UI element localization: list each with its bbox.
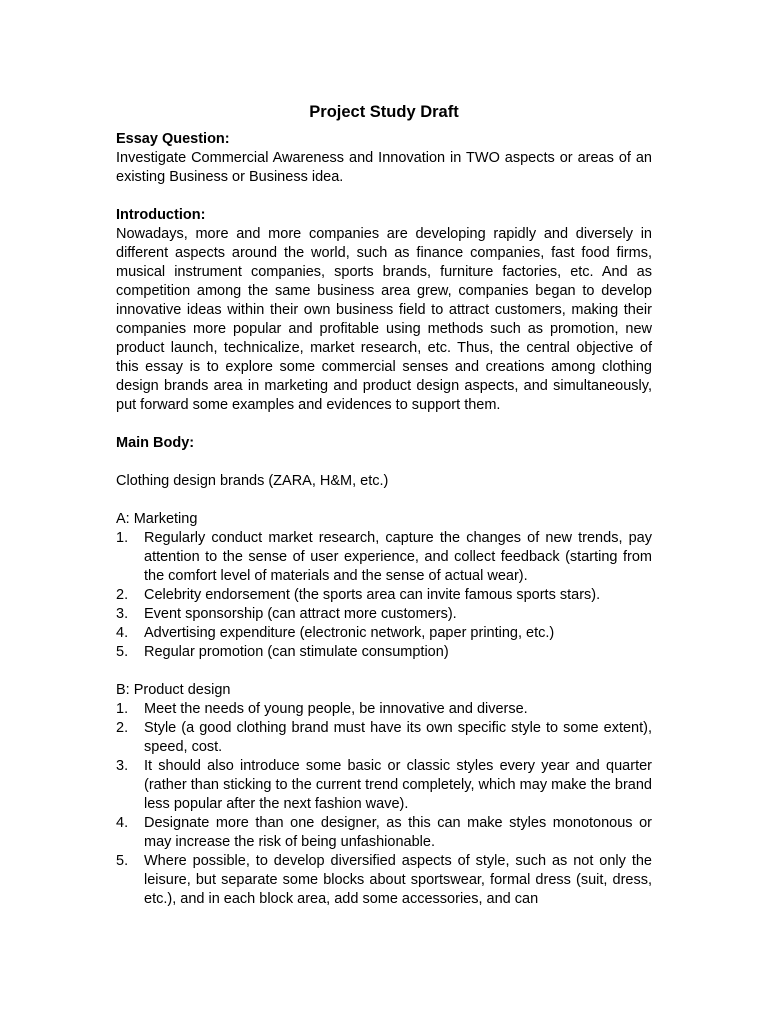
list-number: 2. <box>116 587 129 603</box>
introduction-heading: Introduction: <box>116 207 206 223</box>
introduction-text: Nowadays, more and more companies are developing rapidly and diversely in different aspects around the world, such as finance companies, fast food firms, musical instrument companies, sports brands, furniture factories, etc. And as competition among the same business area grew, companies began to develop innovative ideas within their own business field to attract customers, making their companies more popular and profitable using methods such as promotion, new product launch, technicalize, market research, etc. Thus, the central objective of this essay is to explore some commercial senses and creations among clothing design brands area in marketing and product design aspects, and simultaneously, put forward some examples and evidences to support them. <box>116 226 652 413</box>
list-number: 4. <box>116 815 129 831</box>
list-item <box>116 643 652 662</box>
list-item-text: Meet the needs of young people, be innovative and diverse. <box>144 701 528 717</box>
section-title-product-design: B: Product design <box>116 682 231 698</box>
document-title: Project Study Draft <box>309 103 459 121</box>
list-item-text: Designate more than one designer, as this can make styles monotonous or may increase the risk of being unfashionable. <box>144 815 652 850</box>
list-number: 5. <box>116 853 129 869</box>
spacer <box>116 662 652 681</box>
essay-question-text: Investigate Commercial Awareness and Innovation in TWO aspects or areas of an existing Business or Business idea. <box>116 150 652 185</box>
list-item <box>116 624 652 643</box>
spacer <box>116 415 652 434</box>
marketing-list <box>116 529 652 662</box>
list-item <box>116 605 652 624</box>
document-page <box>116 101 652 909</box>
main-body-heading: Main Body: <box>116 435 195 451</box>
product-design-list <box>116 700 652 909</box>
list-number: 2. <box>116 720 129 736</box>
spacer <box>116 187 652 206</box>
list-item-text: Regularly conduct market research, capture the changes of new trends, pay attention to the sense of user experience, and collect feedback (starting from the comfort level of materials and the sense of actual wear). <box>144 530 652 584</box>
list-item <box>116 814 652 852</box>
list-item-text: Event sponsorship (can attract more customers). <box>144 606 457 622</box>
list-number: 3. <box>116 606 129 622</box>
list-item-text: Style (a good clothing brand must have its own specific style to some extent), speed, cost. <box>144 720 652 755</box>
list-item <box>116 852 652 909</box>
list-item <box>116 700 652 719</box>
main-body-subject: Clothing design brands (ZARA, H&M, etc.) <box>116 473 389 489</box>
list-item-text: Regular promotion (can stimulate consumption) <box>144 644 449 660</box>
list-item <box>116 757 652 814</box>
section-title-marketing: A: Marketing <box>116 511 198 527</box>
list-number: 1. <box>116 701 129 717</box>
list-number: 4. <box>116 625 129 641</box>
spacer <box>116 491 652 510</box>
list-number: 3. <box>116 758 129 774</box>
list-item-text: Celebrity endorsement (the sports area can invite famous sports stars). <box>144 587 601 603</box>
list-item <box>116 719 652 757</box>
list-item-text: It should also introduce some basic or classic styles every year and quarter (rather than sticking to the current trend completely, which may make the brand less popular after the next fashion wave). <box>144 758 652 812</box>
list-item-text: Where possible, to develop diversified aspects of style, such as not only the leisure, but separate some blocks about sportswear, formal dress (suit, dress, etc.), and in each block area, add some accessories, and can <box>144 853 652 907</box>
spacer <box>116 453 652 472</box>
list-item <box>116 529 652 586</box>
list-number: 1. <box>116 530 129 546</box>
list-item <box>116 586 652 605</box>
list-number: 5. <box>116 644 129 660</box>
essay-question-heading: Essay Question: <box>116 131 230 147</box>
list-item-text: Advertising expenditure (electronic network, paper printing, etc.) <box>144 625 555 641</box>
